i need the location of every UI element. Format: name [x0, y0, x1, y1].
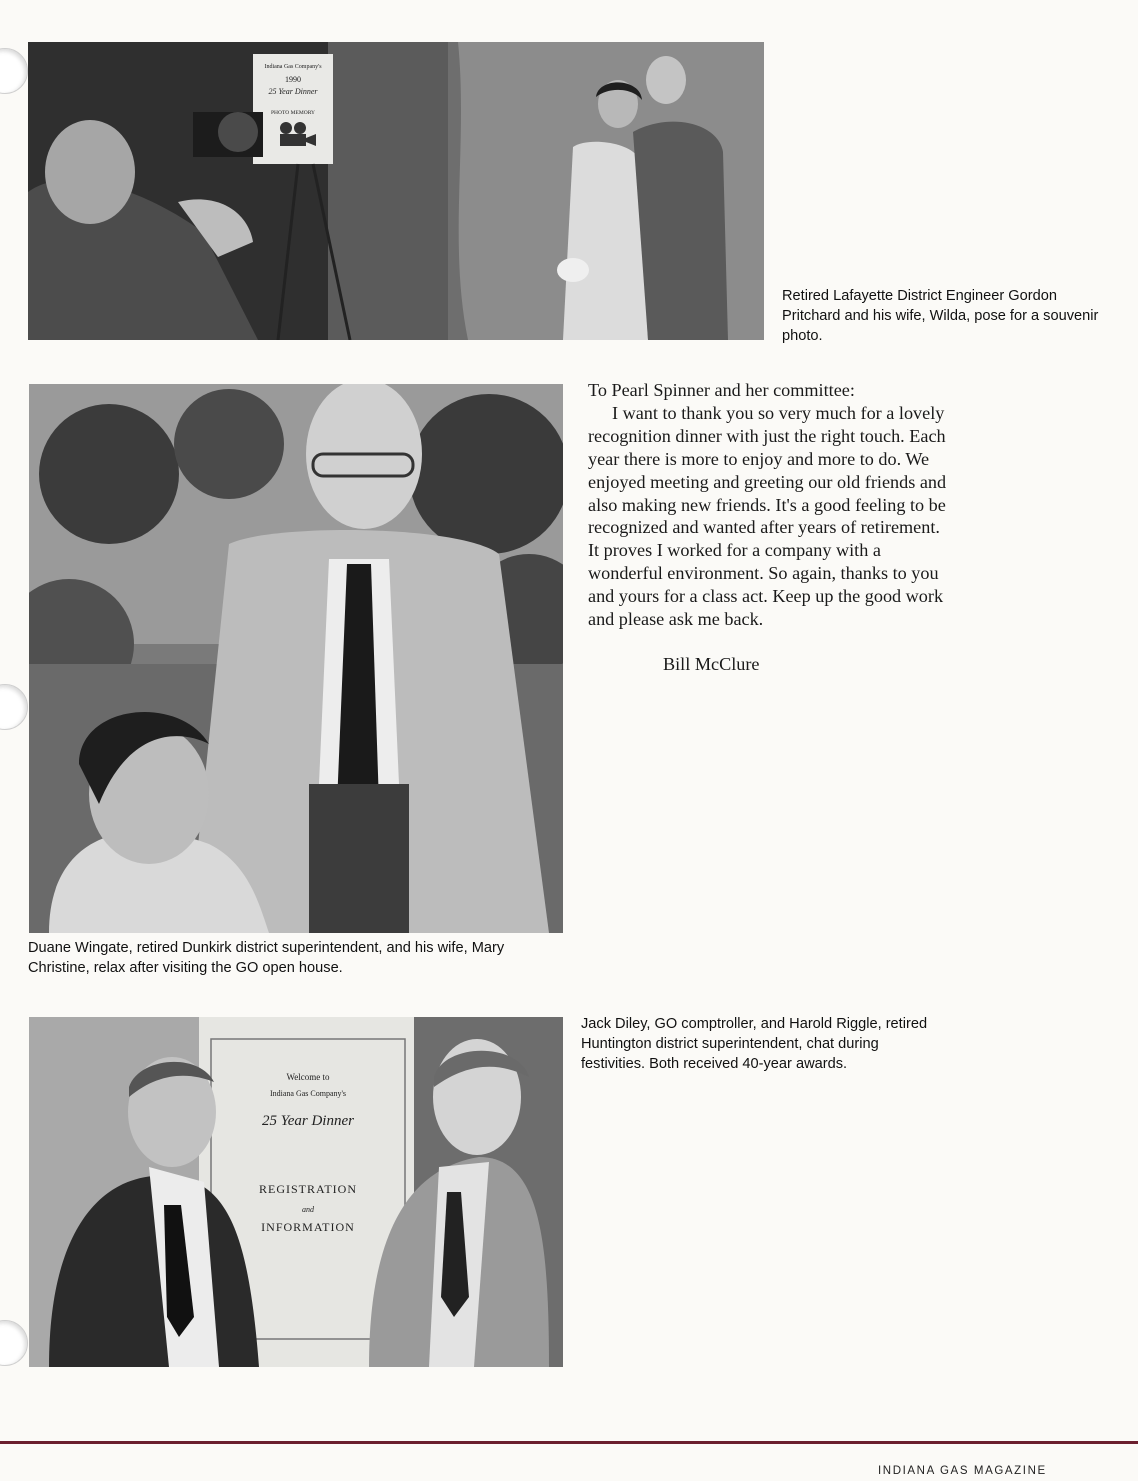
bottom-photo-caption: Jack Diley, GO comptroller, and Harold Riggle, retired Huntington district superintendent, chat during festivities. Both received 40-year awards. [581, 1016, 928, 1072]
top-sign-line-3: 25 Year Dinner [268, 87, 318, 96]
thank-you-letter [588, 379, 948, 676]
letter-body: I want to thank you so very much for a lovely recognition dinner with just the right touch. Each year there is more to enjoy and more to do. We enjoyed meeting and greeting our old friends and also making new friends. It's a good feeling to be recognized and wanted after years of retirement. It proves I worked for a company with a wonderful environment. So again, thanks to you and yours for a class act. Keep up the good work and please ask me back. [588, 402, 947, 630]
letter-salutation: To Pearl Spinner and her committee: [588, 380, 855, 400]
top-sign-line-2: 1990 [285, 75, 301, 84]
photo-award-recipients [29, 1017, 563, 1367]
binder-hole-top [0, 48, 28, 94]
binder-hole-middle [0, 684, 28, 730]
top-photo-caption: Retired Lafayette District Engineer Gordon Pritchard and his wife, Wilda, pose for a souvenir photo. [782, 288, 1099, 344]
bottom-sign-line-1: Welcome to [286, 1072, 330, 1082]
binder-hole-bottom [0, 1320, 28, 1366]
middle-photo-caption: Duane Wingate, retired Dunkirk district superintendent, and his wife, Mary Christine, relax after visiting the GO open house. [28, 940, 505, 976]
bottom-sign-line-2: Indiana Gas Company's [269, 1089, 347, 1098]
bottom-sign-line-6: INFORMATION [261, 1220, 355, 1234]
photo-couple-open-house [29, 384, 563, 933]
photo-souvenir-portrait [28, 42, 764, 340]
top-sign-line-4: PHOTO MEMORY [270, 110, 316, 116]
letter-signature: Bill McClure [663, 653, 760, 674]
publication-name: INDIANA GAS MAGAZINE [878, 1465, 1047, 1477]
top-sign-line-1: Indiana Gas Company's [264, 64, 322, 70]
bottom-sign-line-3: 25 Year Dinner [262, 1113, 354, 1129]
footer-rule [0, 1441, 1138, 1444]
bottom-sign-line-5: and [302, 1205, 314, 1214]
bottom-sign-line-4: REGISTRATION [259, 1182, 357, 1196]
